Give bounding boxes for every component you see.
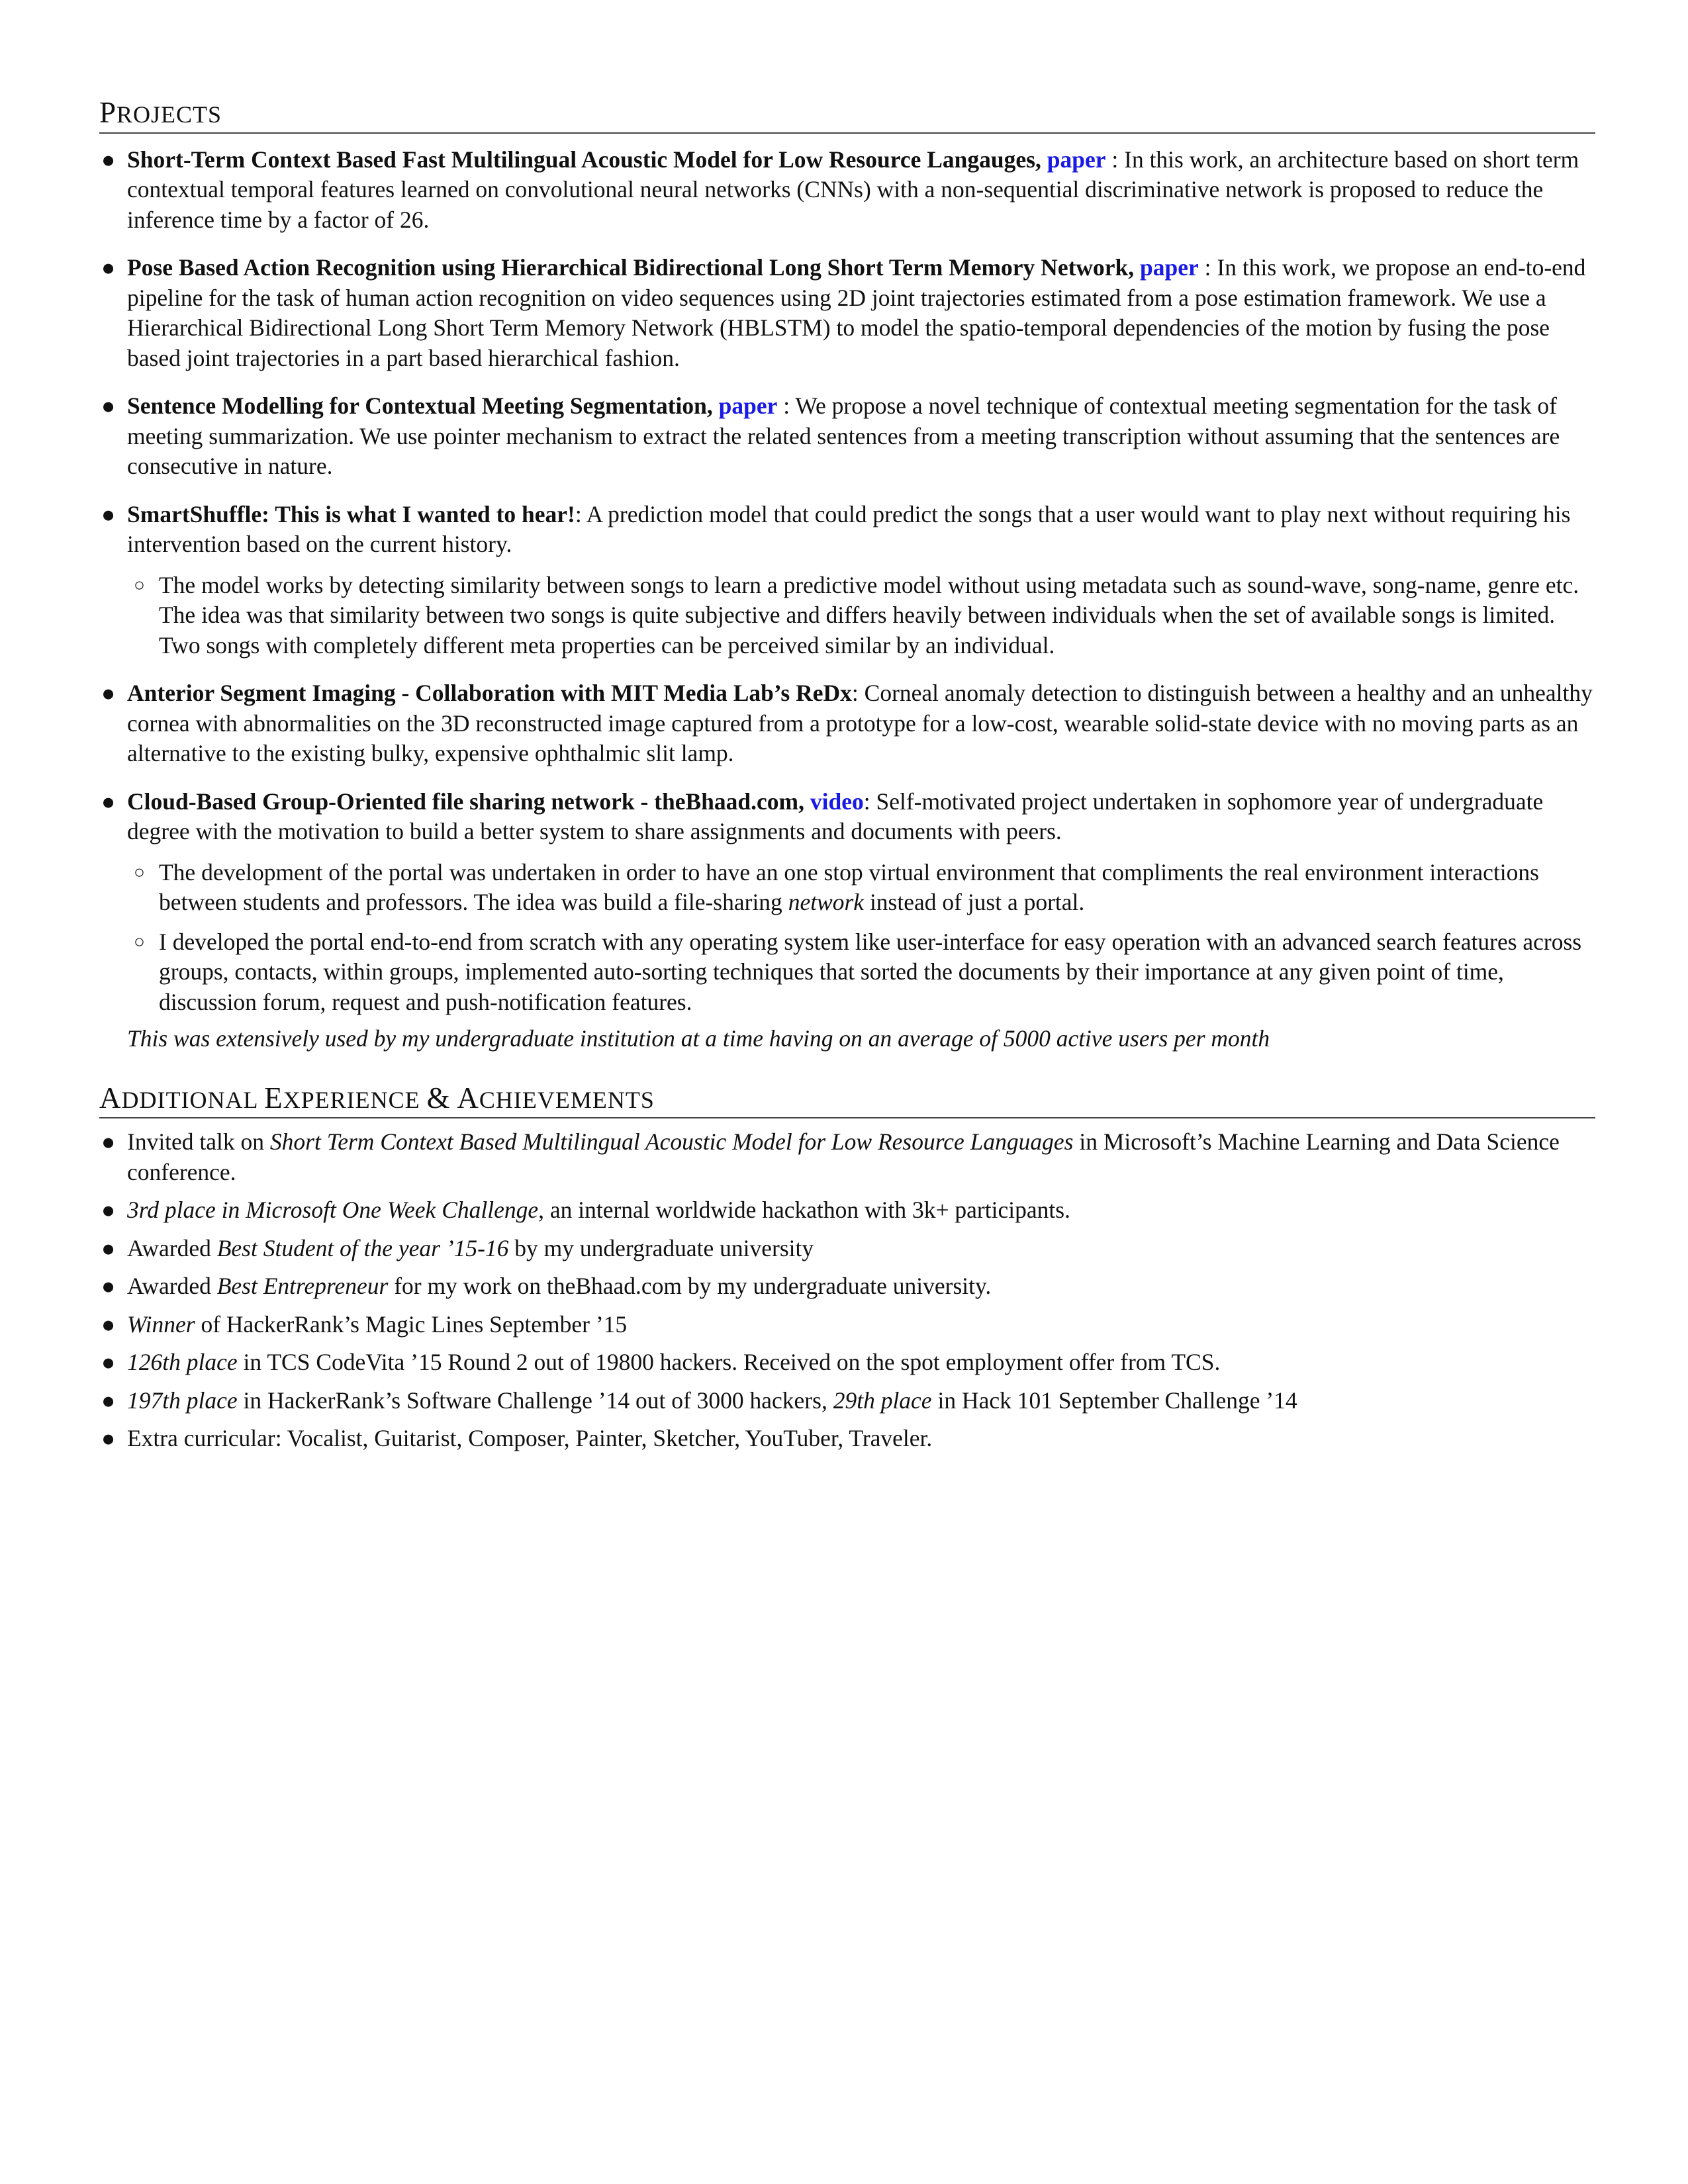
heading-ampersand: & bbox=[426, 1081, 457, 1115]
project-item bbox=[99, 145, 1595, 236]
projects-heading bbox=[99, 97, 1595, 134]
heading-smallcaps: XPERIENCE bbox=[283, 1086, 427, 1113]
sub-item-emphasis: network bbox=[788, 889, 865, 915]
bullet-icon: ● bbox=[101, 1387, 116, 1414]
bullet-icon: ● bbox=[101, 1273, 116, 1299]
heading-initial: P bbox=[99, 96, 117, 129]
achievements-list bbox=[99, 1127, 1595, 1454]
circle-bullet-icon: ○ bbox=[134, 931, 145, 952]
separator: : bbox=[863, 788, 876, 815]
achievement-text: in HackerRank’s Software Challenge ’14 out of 3000 hackers, bbox=[237, 1387, 833, 1414]
achievement-text: by my undergraduate university bbox=[508, 1234, 814, 1261]
achievement-text: for my work on theBhaad.com by my undergraduate university. bbox=[388, 1273, 992, 1299]
project-description: Corneal anomaly detection to distinguish between a healthy and an unhealthy cornea with abnormalities on the 3D reconstructed image captured from a prototype for a low-cost, wearable solid-state device with no moving parts as an alternative to the existing bulky, expensive ophthalmic slit lamp. bbox=[127, 680, 1593, 766]
heading-initial: A bbox=[99, 1081, 122, 1115]
sub-item-text: The model works by detecting similarity between songs to learn a predictive model without using metadata such as sound-wave, song-name, genre etc. The idea was that similarity between two songs is quite subjective and differs heavily between individuals when the set of available songs is limited. Two songs with completely different meta properties can be perceived similar by an individual. bbox=[159, 571, 1579, 659]
usage-note: This was extensively used by my undergraduate institution at a time having on an average of 5000 active users per month bbox=[127, 1025, 1270, 1052]
project-item bbox=[99, 787, 1595, 1054]
achievement-emphasis: 197th place bbox=[127, 1387, 238, 1414]
bullet-icon: ● bbox=[101, 1197, 116, 1223]
heading-initial: A bbox=[457, 1081, 479, 1115]
bullet-icon: ● bbox=[101, 1129, 116, 1155]
achievement-emphasis: 126th place bbox=[127, 1349, 238, 1375]
resume-page bbox=[99, 97, 1595, 1462]
achievement-emphasis: Best Student of the year ’15-16 bbox=[216, 1234, 509, 1261]
project-item bbox=[99, 253, 1595, 373]
sub-list-item bbox=[99, 927, 1595, 1018]
achievement-text: in Microsoft’s Machine Learning and Data Science conference. bbox=[127, 1128, 1560, 1185]
sub-item-text: instead of just a portal. bbox=[864, 889, 1085, 915]
heading-initial: E bbox=[264, 1081, 283, 1115]
bullet-icon: ● bbox=[101, 1349, 116, 1375]
sub-item-text: The development of the portal was undertaken in order to have an one stop virtual environment that compliments the real environment interactions between students and professors. The idea was build a file-sharing bbox=[159, 858, 1539, 915]
bullet-icon: ● bbox=[101, 255, 116, 281]
project-description: Self-motivated project undertaken in sophomore year of undergraduate degree with the motivation to build a better system to share assignments and documents with peers. bbox=[127, 788, 1544, 844]
separator: : bbox=[851, 680, 865, 706]
achievement-item bbox=[99, 1234, 1595, 1264]
project-title: Sentence Modelling for Contextual Meeting Segmentation, bbox=[127, 392, 713, 419]
heading-smallcaps: CHIEVEMENTS bbox=[479, 1086, 655, 1113]
bullet-icon: ● bbox=[101, 1311, 116, 1338]
bullet-icon: ● bbox=[101, 680, 116, 706]
paper-link[interactable]: paper bbox=[1140, 254, 1199, 281]
paper-link[interactable]: paper bbox=[1047, 146, 1106, 173]
heading-smallcaps: DDITIONAL bbox=[121, 1086, 265, 1113]
project-description: In this work, an architecture based on short term contextual temporal features learned on convolutional neural networks (CNNs) with a non-sequential discriminative network is proposed to reduce the inference time by a factor of 26. bbox=[127, 146, 1579, 233]
sub-list-item bbox=[99, 570, 1595, 661]
achievement-text: Extra curricular: Vocalist, Guitarist, Composer, Painter, Sketcher, YouTuber, Traveler. bbox=[127, 1425, 933, 1451]
achievement-emphasis: Short Term Context Based Multilingual Acoustic Model for Low Resource Languages bbox=[269, 1128, 1074, 1155]
bullet-icon: ● bbox=[101, 393, 116, 419]
project-item bbox=[99, 500, 1595, 661]
achievement-item bbox=[99, 1127, 1595, 1187]
project-description: We propose a novel technique of contextual meeting segmentation for the task of meeting summarization. We use pointer mechanism to extract the related sentences from a meeting transcription without assuming that the sentences are consecutive in nature. bbox=[127, 392, 1560, 479]
paper-link[interactable]: paper bbox=[718, 392, 778, 419]
achievement-text: Awarded bbox=[127, 1234, 217, 1261]
project-title: SmartShuffle: This is what I wanted to hear! bbox=[127, 500, 575, 527]
video-link[interactable]: video bbox=[810, 788, 864, 815]
separator: : bbox=[1198, 254, 1217, 281]
separator: : bbox=[777, 392, 796, 419]
project-description: A prediction model that could predict the songs that a user would want to play next without requiring his intervention based on the current history. bbox=[127, 500, 1571, 557]
bullet-icon: ● bbox=[101, 788, 116, 815]
achievement-item bbox=[99, 1386, 1595, 1416]
sub-list bbox=[127, 858, 1595, 1018]
achievement-text: Invited talk on bbox=[127, 1128, 270, 1155]
bullet-icon: ● bbox=[101, 1426, 116, 1451]
project-title: Short-Term Context Based Fast Multilingual Acoustic Model for Low Resource Langauges, bbox=[127, 146, 1041, 173]
bullet-icon: ● bbox=[101, 501, 116, 527]
achievement-text: in Hack 101 September Challenge ’14 bbox=[931, 1387, 1297, 1414]
achievement-item bbox=[99, 1347, 1595, 1378]
achievement-text: in TCS CodeVita ’15 Round 2 out of 19800 hackers. Received on the spot employment offer from TCS. bbox=[237, 1349, 1221, 1375]
achievement-item bbox=[99, 1310, 1595, 1340]
sub-list-item bbox=[99, 858, 1595, 918]
achievement-emphasis: Best Entrepreneur bbox=[216, 1273, 389, 1299]
project-item bbox=[99, 391, 1595, 482]
project-item bbox=[99, 678, 1595, 769]
achievement-text: of HackerRank’s Magic Lines September ’15 bbox=[195, 1310, 628, 1338]
achievement-emphasis: Winner bbox=[127, 1310, 195, 1338]
project-title: Cloud-Based Group-Oriented file sharing network - theBhaad.com, bbox=[127, 788, 804, 815]
project-title: Anterior Segment Imaging - Collaboration with MIT Media Lab’s ReDx bbox=[127, 680, 852, 706]
achievement-text: , an internal worldwide hackathon with 3k+ participants. bbox=[538, 1197, 1070, 1223]
separator: : bbox=[575, 500, 586, 527]
heading-smallcaps: ROJECTS bbox=[117, 101, 222, 128]
circle-bullet-icon: ○ bbox=[134, 574, 145, 596]
sub-list bbox=[127, 570, 1595, 661]
bullet-icon: ● bbox=[101, 1235, 116, 1261]
achievement-emphasis: 29th place bbox=[833, 1387, 932, 1414]
achievement-item bbox=[99, 1424, 1595, 1454]
project-description: In this work, we propose an end-to-end pipeline for the task of human action recognition on video sequences using 2D joint trajectories estimated from a pose estimation framework. We use a Hierarchical Bidirectional Long Short Term Memory Network (HBLSTM) to model the spatio-temporal dependencies of the motion by fusing the pose based joint trajectories in a part based hierarchical fashion. bbox=[127, 254, 1586, 371]
achievement-emphasis: 3rd place in Microsoft One Week Challenge bbox=[127, 1197, 539, 1223]
achievements-heading bbox=[99, 1082, 1595, 1119]
project-title: Pose Based Action Recognition using Hierarchical Bidirectional Long Short Term Memory Network, bbox=[127, 254, 1135, 281]
bullet-icon: ● bbox=[101, 146, 116, 173]
projects-list bbox=[99, 145, 1595, 1054]
separator: : bbox=[1105, 146, 1125, 173]
achievement-text: Awarded bbox=[127, 1273, 217, 1299]
achievement-item bbox=[99, 1195, 1595, 1226]
circle-bullet-icon: ○ bbox=[134, 862, 145, 883]
sub-item-text: I developed the portal end-to-end from scratch with any operating system like user-interface for easy operation with an advanced search features across groups, contacts, within groups, implemented auto-sorting techniques that sorted the documents by their importance at any given point of time, discussion forum, request and push-notification features. bbox=[159, 928, 1582, 1015]
achievement-item bbox=[99, 1271, 1595, 1302]
